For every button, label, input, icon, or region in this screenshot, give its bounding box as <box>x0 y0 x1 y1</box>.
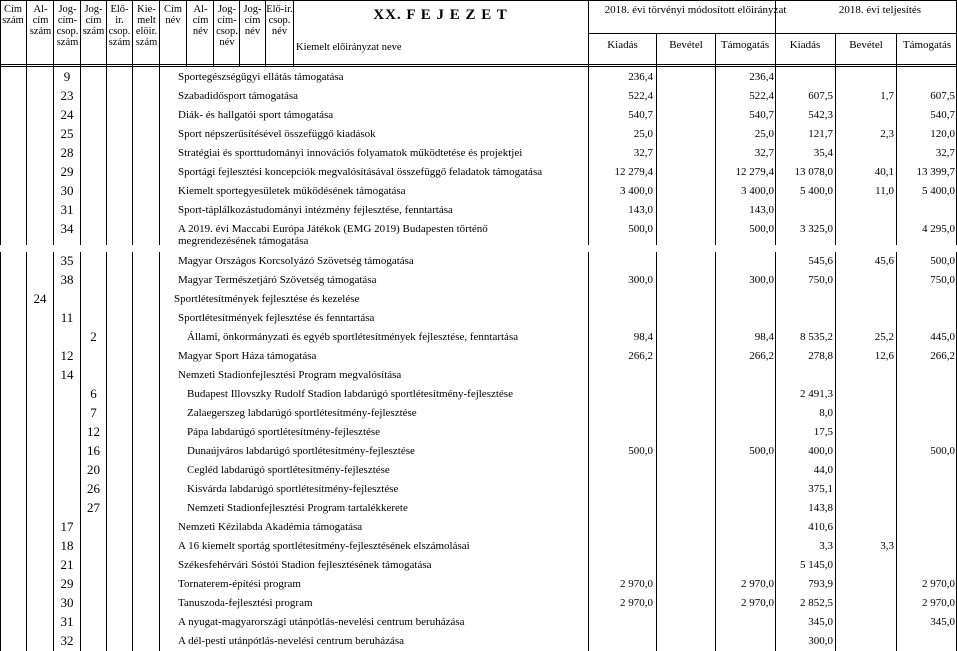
amount-cell: 3,3 <box>880 540 894 552</box>
row-name: Sportegészségügyi ellátás támogatása <box>178 71 344 83</box>
table-row <box>0 423 957 442</box>
amount-cell: 12 279,4 <box>614 166 653 178</box>
rule-subheader <box>589 33 957 34</box>
table-row <box>0 366 957 385</box>
row-name: A dél-pesti utánpótlás-nevelési centrum beruházása <box>178 635 405 647</box>
table-row <box>0 404 957 423</box>
amount-cell: 2 970,0 <box>922 597 955 609</box>
amount-cell: 13 399,7 <box>916 166 955 178</box>
row-name: Sportági fejlesztési koncepciók megvalósításával összefüggő feladatok támogatása <box>178 166 543 178</box>
table-row <box>0 594 957 613</box>
amount-cell: 5 400,0 <box>800 185 833 197</box>
row-name: A nyugat-magyarországi utánpótlás-nevelési centrum beruházása <box>178 616 465 628</box>
jogcim-number: 2 <box>90 329 97 344</box>
amount-cell: 8,0 <box>819 407 833 419</box>
amount-cell: 500,0 <box>628 445 653 457</box>
amount-cell: 345,0 <box>808 616 833 628</box>
jogcim-number: 27 <box>87 500 100 515</box>
amount-cell: 300,0 <box>749 274 774 286</box>
col-header-kiadas-1: Kiadás <box>607 39 638 51</box>
amount-cell: 8 535,2 <box>800 331 833 343</box>
amount-cell: 445,0 <box>930 331 955 343</box>
table-row <box>0 87 957 106</box>
amount-cell: 542,3 <box>808 109 833 121</box>
jogcim-number: 12 <box>87 424 100 439</box>
amount-cell: 278,8 <box>808 350 833 362</box>
jogcim-number: 16 <box>87 443 100 458</box>
amount-cell: 2 970,0 <box>741 578 774 590</box>
col-header-bevetel-2: Bevétel <box>849 39 883 51</box>
table-row <box>0 68 957 87</box>
col-header-tamogatas-2: Támogatás <box>902 39 952 51</box>
jogcimcsop-number: 25 <box>60 126 74 141</box>
row-name: Budapest Illovszky Rudolf Stadion labdarúgó sportlétesítmény-fejlesztése <box>187 388 513 400</box>
col-rule <box>186 0 187 66</box>
row-name: Stratégiai és sporttudományi innovációs folyamatok működtetése és projektjei <box>178 147 523 159</box>
amount-cell: 2 970,0 <box>620 597 653 609</box>
amount-cell: 236,4 <box>749 71 774 83</box>
table-row <box>0 220 957 247</box>
table-row <box>0 106 957 125</box>
col-header-jogcim-szam: Jog-cím szám <box>82 4 105 37</box>
jogcimcsop-number: 38 <box>60 272 74 287</box>
amount-cell: 522,4 <box>749 90 774 102</box>
amount-cell: 2 970,0 <box>922 578 955 590</box>
alcim-number: 24 <box>33 291 47 306</box>
jogcim-number: 7 <box>90 405 97 420</box>
amount-cell: 410,6 <box>808 521 833 533</box>
table-row <box>0 328 957 347</box>
amount-cell: 522,4 <box>628 90 653 102</box>
amount-cell: 793,9 <box>808 578 833 590</box>
jogcimcsop-number: 35 <box>60 253 74 268</box>
row-name: A 2019. évi Maccabi Európa Játékok (EMG 2019) Budapesten történő <box>178 223 488 235</box>
table-row <box>0 144 957 163</box>
amount-cell: 545,6 <box>808 255 833 267</box>
amount-cell: 500,0 <box>628 223 653 235</box>
jogcimcsop-number: 31 <box>60 614 74 629</box>
amount-cell: 750,0 <box>808 274 833 286</box>
col-header-jogcimcsop-nev: Jog-cím-csop. név <box>216 4 238 48</box>
table-row <box>0 632 957 651</box>
rule-header-bottom-2 <box>0 66 957 67</box>
amount-cell: 300,0 <box>628 274 653 286</box>
amount-cell: 4 295,0 <box>922 223 955 235</box>
table-row <box>0 347 957 366</box>
row-name: Állami, önkormányzati és egyéb sportlétesítmények fejlesztése, fenntartása <box>187 331 519 343</box>
amount-cell: 266,2 <box>749 350 774 362</box>
amount-cell: 2 852,5 <box>800 597 833 609</box>
col-header-cim-nev: Cím név <box>163 4 183 26</box>
col-rule <box>293 0 294 66</box>
amount-cell: 25,2 <box>874 331 894 343</box>
col-header-bevetel-1: Bevétel <box>669 39 703 51</box>
amount-cell: 500,0 <box>749 223 774 235</box>
row-name: Kiemelt sportegyesületek működésének támogatása <box>178 185 406 197</box>
jogcimcsop-number: 11 <box>60 310 74 325</box>
amount-cell: 2 491,3 <box>800 388 833 400</box>
amount-cell: 540,7 <box>628 109 653 121</box>
col-header-cim-szam: Cím szám <box>2 4 24 26</box>
table-row <box>0 125 957 144</box>
page-break-gap <box>0 245 957 252</box>
amount-cell: 607,5 <box>808 90 833 102</box>
jogcimcsop-number: 30 <box>60 183 74 198</box>
amount-cell: 3 400,0 <box>741 185 774 197</box>
amount-cell: 44,0 <box>813 464 833 476</box>
amount-cell: 98,4 <box>633 331 653 343</box>
jogcim-number: 26 <box>87 481 100 496</box>
jogcimcsop-number: 31 <box>60 202 74 217</box>
row-name: Nemzeti Stadionfejlesztési Program tartalékkerete <box>187 502 408 514</box>
row-name: Sport-táplálkozástudományi intézmény fejlesztése, fenntartása <box>178 204 453 216</box>
group-header-teljesites: 2018. évi teljesítés <box>838 4 922 16</box>
amount-cell: 750,0 <box>930 274 955 286</box>
table-row <box>0 290 957 309</box>
row-name: Magyar Országos Korcsolyázó Szövetség támogatása <box>178 255 414 267</box>
amount-cell: 17,5 <box>813 426 833 438</box>
amount-cell: 13 078,0 <box>794 166 833 178</box>
row-name: Magyar Természetjáró Szövetség támogatása <box>178 274 377 286</box>
amount-cell: 300,0 <box>808 635 833 647</box>
amount-cell: 540,7 <box>930 109 955 121</box>
amount-cell: 120,0 <box>930 128 955 140</box>
amount-cell: 3,3 <box>819 540 833 552</box>
amount-cell: 25,0 <box>754 128 774 140</box>
amount-cell: 143,0 <box>749 204 774 216</box>
amount-cell: 500,0 <box>930 255 955 267</box>
row-name: Székesfehérvári Sóstói Stadion fejlesztésének támogatása <box>178 559 432 571</box>
jogcimcsop-number: 34 <box>60 221 74 236</box>
col-header-tamogatas-1: Támogatás <box>720 39 770 51</box>
amount-cell: 40,1 <box>874 166 894 178</box>
amount-cell: 345,0 <box>930 616 955 628</box>
row-name-continued: megrendezésének támogatása <box>178 235 309 247</box>
col-header-alcim-nev: Al-cím név <box>192 4 209 37</box>
rule-header-bottom <box>0 64 957 65</box>
amount-cell: 143,8 <box>808 502 833 514</box>
col-header-jogcimcsop-szam: Jog-cím-csop. szám <box>56 4 79 48</box>
col-header-kiemelt-eloir-szam: Kie-melt elöir. szám <box>135 4 158 48</box>
jogcimcsop-number: 21 <box>60 557 74 572</box>
amount-cell: 143,0 <box>628 204 653 216</box>
jogcim-number: 20 <box>87 462 100 477</box>
amount-cell: 12 279,4 <box>735 166 774 178</box>
row-name: Zalaegerszeg labdarúgó sportlétesítmény-fejlesztése <box>187 407 417 419</box>
table-row <box>0 442 957 461</box>
amount-cell: 500,0 <box>749 445 774 457</box>
amount-cell: 35,4 <box>813 147 833 159</box>
col-rule <box>265 0 266 66</box>
amount-cell: 121,7 <box>808 128 833 140</box>
amount-cell: 5 400,0 <box>922 185 955 197</box>
table-row <box>0 575 957 594</box>
amount-cell: 3 400,0 <box>620 185 653 197</box>
row-name: Dunaújváros labdarúgó sportlétesítmény-fejlesztése <box>187 445 415 457</box>
table-row <box>0 556 957 575</box>
table-row <box>0 201 957 220</box>
jogcimcsop-number: 29 <box>60 164 74 179</box>
row-name: Tanuszoda-fejlesztési program <box>178 597 313 609</box>
jogcimcsop-number: 28 <box>60 145 74 160</box>
col-header-jogcim-nev: Jog-cím név <box>243 4 262 37</box>
jogcimcsop-number: 23 <box>60 88 74 103</box>
jogcimcsop-number: 14 <box>60 367 74 382</box>
amount-cell: 500,0 <box>930 445 955 457</box>
table-row <box>0 499 957 518</box>
amount-cell: 32,7 <box>633 147 653 159</box>
table-row <box>0 518 957 537</box>
jogcimcsop-number: 30 <box>60 595 74 610</box>
jogcimcsop-number: 24 <box>60 107 74 122</box>
jogcimcsop-number: 9 <box>63 69 71 84</box>
group-header-modositott: 2018. évi törvényi módosított előirányzat <box>604 4 787 16</box>
table-row <box>0 271 957 290</box>
amount-cell: 11,0 <box>875 185 894 197</box>
jogcimcsop-number: 12 <box>60 348 74 363</box>
jogcimcsop-number: 32 <box>60 633 74 648</box>
amount-cell: 98,4 <box>754 331 774 343</box>
amount-cell: 25,0 <box>633 128 653 140</box>
row-name: Tornaterem-építési program <box>178 578 301 590</box>
amount-cell: 32,7 <box>754 147 774 159</box>
row-name: Nemzeti Stadionfejlesztési Program megvalósítása <box>178 369 402 381</box>
row-name: Szabadidősport támogatása <box>178 90 299 102</box>
table-row <box>0 252 957 271</box>
jogcimcsop-number: 17 <box>60 519 74 534</box>
row-name: Pápa labdarúgó sportlétesítmény-fejlesztése <box>187 426 381 438</box>
table-row <box>0 309 957 328</box>
col-header-eloircsop-nev: Elő-ir. csop. név <box>266 4 293 37</box>
amount-cell: 2 970,0 <box>620 578 653 590</box>
row-name: Diák- és hallgatói sport támogatása <box>178 109 334 121</box>
table-row <box>0 163 957 182</box>
jogcimcsop-number: 18 <box>60 538 74 553</box>
amount-cell: 375,1 <box>808 483 833 495</box>
amount-cell: 2,3 <box>880 128 894 140</box>
row-name: Sportlétesítmények fejlesztése és kezelése <box>174 293 360 305</box>
amount-cell: 266,2 <box>930 350 955 362</box>
jogcim-number: 6 <box>90 386 97 401</box>
col-header-kiemelt-nev: Kiemelt előirányzat neve <box>296 42 402 53</box>
amount-cell: 5 145,0 <box>800 559 833 571</box>
col-rule <box>213 0 214 66</box>
amount-cell: 3 325,0 <box>800 223 833 235</box>
row-name: A 16 kiemelt sportág sportlétesítmény-fejlesztésének elszámolásai <box>178 540 470 552</box>
row-name: Sportlétesítmények fejlesztése és fenntartása <box>178 312 375 324</box>
row-name: Cegléd labdarúgó sportlétesítmény-fejlesztése <box>187 464 390 476</box>
row-name: Nemzeti Kézilabda Akadémia támogatása <box>178 521 363 533</box>
chapter-title: XX. F E J E Z E T <box>373 7 508 23</box>
col-header-eloircsop-szam: Elő-ir. csop. szám <box>108 4 131 48</box>
rule-top <box>0 0 957 1</box>
table-row <box>0 480 957 499</box>
amount-cell: 266,2 <box>628 350 653 362</box>
row-name: Magyar Sport Háza támogatása <box>178 350 317 362</box>
table-row <box>0 537 957 556</box>
col-rule <box>239 0 240 66</box>
row-name: Sport népszerűsítésével összefüggő kiadások <box>178 128 376 140</box>
amount-cell: 607,5 <box>930 90 955 102</box>
amount-cell: 1,7 <box>880 90 894 102</box>
col-header-kiadas-2: Kiadás <box>789 39 821 51</box>
amount-cell: 236,4 <box>628 71 653 83</box>
table-row <box>0 385 957 404</box>
table-row <box>0 182 957 201</box>
amount-cell: 400,0 <box>808 445 833 457</box>
amount-cell: 2 970,0 <box>741 597 774 609</box>
amount-cell: 12,6 <box>874 350 894 362</box>
amount-cell: 540,7 <box>749 109 774 121</box>
amount-cell: 45,6 <box>874 255 894 267</box>
table-row <box>0 461 957 480</box>
col-header-alcim-szam: Al-cím szám <box>29 4 52 37</box>
jogcimcsop-number: 29 <box>60 576 74 591</box>
amount-cell: 32,7 <box>935 147 955 159</box>
table-row <box>0 613 957 632</box>
row-name: Kisvárda labdarúgó sportlétesítmény-fejlesztése <box>187 483 399 495</box>
